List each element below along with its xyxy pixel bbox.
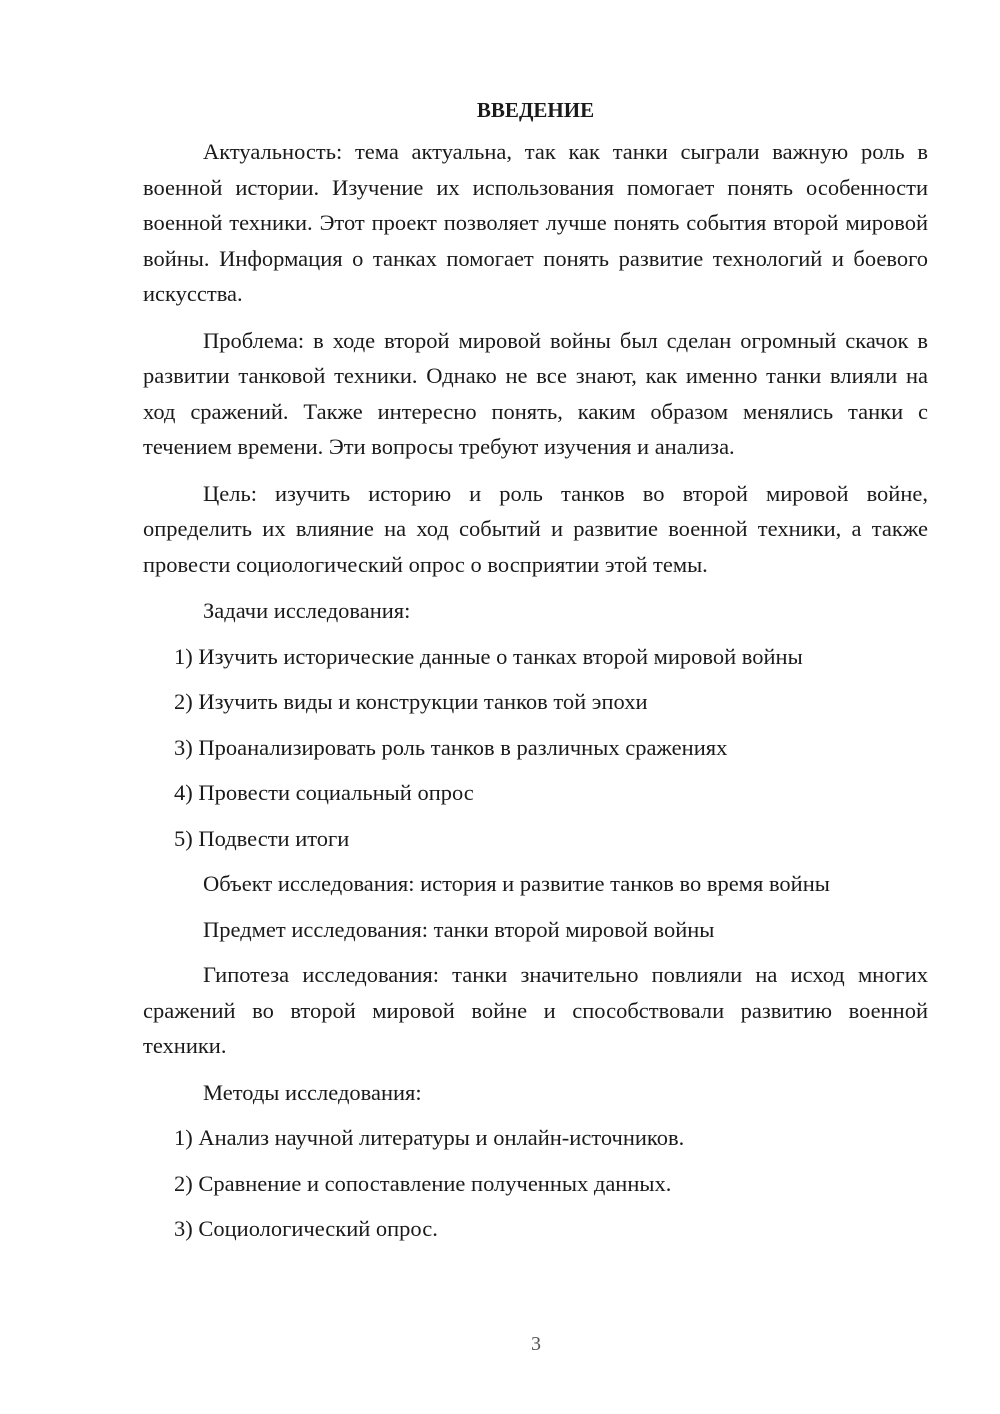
goal-paragraph: Цель: изучить историю и роль танков во второй мировой войне, определить их влияние на ход событий и развитие военной техники, а также провести социологический опрос о восприятии этой темы. <box>143 480 928 577</box>
object-line: Объект исследования: история и развитие танков во время войны <box>203 871 830 896</box>
list-item: 3) Проанализировать роль танков в различных сражениях <box>174 734 728 760</box>
problem-paragraph: Проблема: в ходе второй мировой войны был сделан огромный скачок в развитии танковой техники. Однако не все знают, как именно танки влияли на ход сражений. Также интересно понять, каким образом менялись танки с течением времени. Эти вопросы требуют изучения и анализа. <box>143 327 928 459</box>
section-title: ВВЕДЕНИЕ <box>476 98 595 122</box>
subject-line: Предмет исследования: танки второй мировой войны <box>203 916 715 942</box>
list-item: 2) Изучить виды и конструкции танков той эпохи <box>174 689 648 714</box>
page-number: 3 <box>531 1333 541 1355</box>
tasks-label: Задачи исследования: <box>203 598 411 623</box>
hypothesis-paragraph: Гипотеза исследования: танки значительно повлияли на исход многих сражений во второй мировой войне и способствовали развитию военной техники. <box>143 962 928 1058</box>
list-item: 2) Сравнение и сопоставление полученных данных. <box>174 1170 672 1196</box>
tasks-list <box>143 639 928 857</box>
methods-label: Методы исследования: <box>203 1079 422 1105</box>
list-item: 1) Анализ научной литературы и онлайн-источников. <box>174 1125 685 1150</box>
relevance-paragraph: Актуальность: тема актуальна, так как танки сыграли важную роль в военной истории. Изучение их использования помогает понять особенности военной техники. Этот проект позволяет лучше понять события второй мировой войны. Информация о танках помогает понять развитие технологий и боевого искусства. <box>143 139 928 306</box>
list-item: 3) Социологический опрос. <box>174 1216 438 1241</box>
methods-list <box>143 1120 928 1247</box>
list-item: 4) Провести социальный опрос <box>174 780 474 805</box>
list-item: 1) Изучить исторические данные о танках второй мировой войны <box>174 643 803 669</box>
document-page <box>143 92 928 1257</box>
list-item: 5) Подвести итоги <box>174 825 350 851</box>
